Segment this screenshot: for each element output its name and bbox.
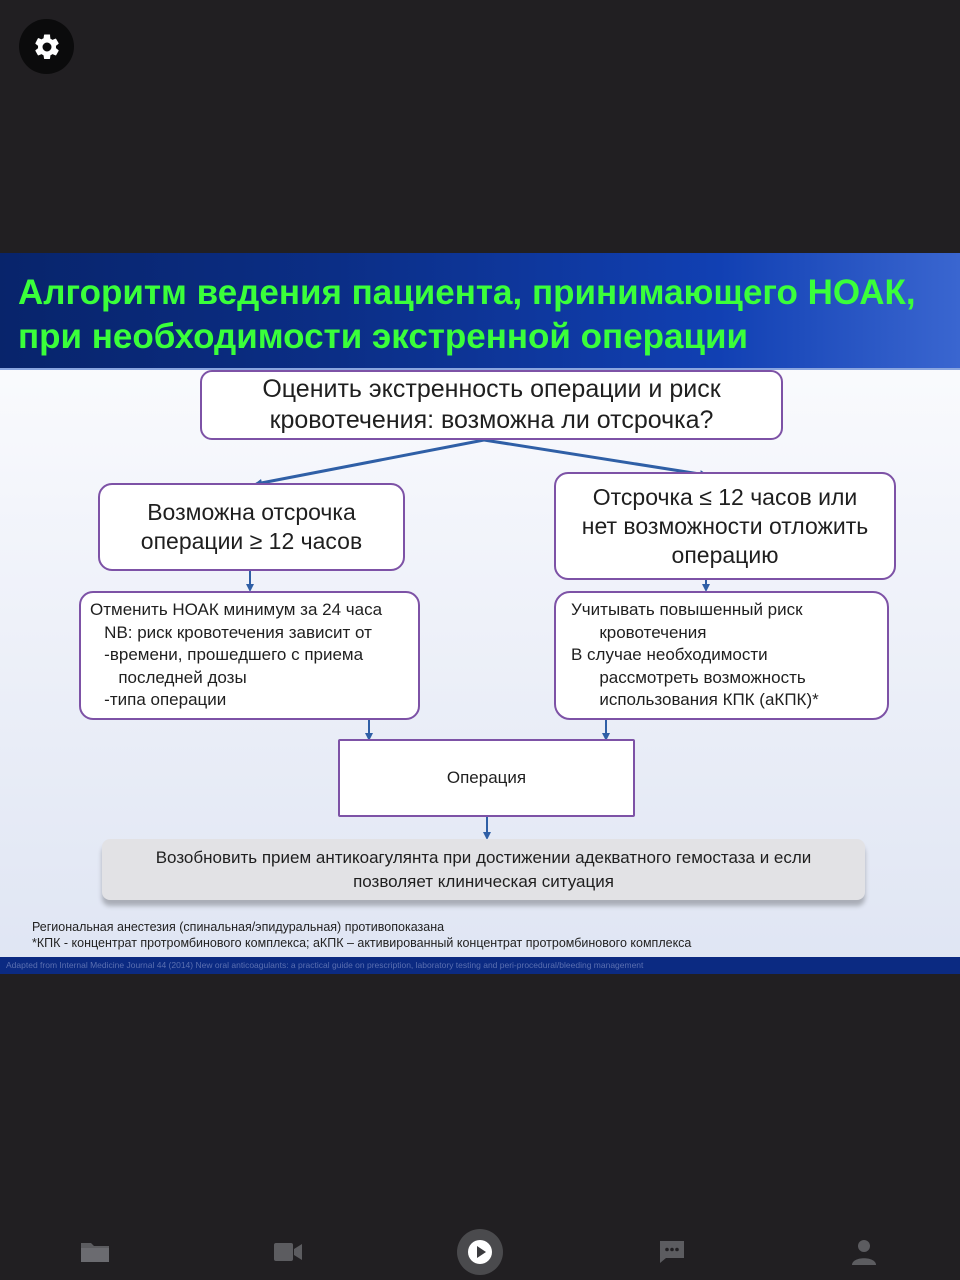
- assess-urgency-box: Оценить экстренность операции и риск кровотечения: возможна ли отсрочка?: [200, 370, 783, 440]
- chat-button[interactable]: [650, 1230, 694, 1274]
- resume-anticoagulant-box: Возобновить прием антикоагулянта при достижении адекватного гемостаза и если позволяет клиническая ситуация: [102, 839, 865, 900]
- video-camera-icon: [273, 1241, 303, 1263]
- text-line: -времени, прошедшего с приема: [90, 645, 364, 665]
- footnote-abbreviations: *КПК - концентрат протромбинового комплекса; аКПК – активированный концентрат протромбинового комплекса: [32, 936, 692, 950]
- settings-button[interactable]: [19, 19, 74, 74]
- play-icon: [466, 1238, 494, 1266]
- person-icon: [850, 1238, 878, 1266]
- text-line: последней дозы: [90, 667, 247, 687]
- footnote-anesthesia: Региональная анестезия (спинальная/эпидуральная) противопоказана: [32, 920, 445, 934]
- delay-possible-box: Возможна отсрочка операции ≥ 12 часов: [98, 483, 405, 571]
- text-line: -типа операции: [90, 690, 227, 710]
- chat-bubble-icon: [658, 1239, 686, 1265]
- gear-icon: [32, 32, 62, 62]
- text-line: Отменить НОАК минимум за 24 часа: [90, 600, 383, 620]
- text-line: рассмотреть возможность: [571, 667, 806, 687]
- consider-pcc-text: [571, 599, 819, 712]
- bottom-toolbar: [0, 1222, 960, 1280]
- arrow-to-right-branch: [484, 440, 706, 475]
- files-button[interactable]: [73, 1230, 117, 1274]
- text-line: Учитывать повышенный риск: [571, 600, 803, 620]
- text-line: кровотечения: [571, 622, 707, 642]
- profile-button[interactable]: [842, 1230, 886, 1274]
- video-button[interactable]: [266, 1230, 310, 1274]
- presentation-slide: [0, 253, 960, 974]
- text-line: NB: риск кровотечения зависит от: [90, 622, 372, 642]
- text-line: В случае необходимости: [571, 645, 768, 665]
- folder-icon: [80, 1240, 110, 1264]
- delay-short-box: Отсрочка ≤ 12 часов или нет возможности отложить операцию: [554, 472, 896, 580]
- slide-source-bar: [0, 957, 960, 974]
- arrow-to-left-branch: [256, 440, 484, 484]
- text-line: использования КПК (аКПК)*: [571, 690, 819, 710]
- consider-pcc-box: [554, 591, 889, 720]
- slide-title: Алгоритм ведения пациента, принимающего НОАК, при необходимости экстренной операции: [18, 273, 916, 356]
- source-citation: Adapted from Internal Medicine Journal 44 (2014) New oral anticoagulants: a practical guide on prescription, laboratory testing and peri-procedural/bleeding management: [6, 960, 644, 970]
- cancel-noac-text: [90, 599, 382, 712]
- cancel-noac-box: [79, 591, 420, 720]
- play-button[interactable]: [457, 1229, 503, 1275]
- operation-box: Операция: [338, 739, 635, 817]
